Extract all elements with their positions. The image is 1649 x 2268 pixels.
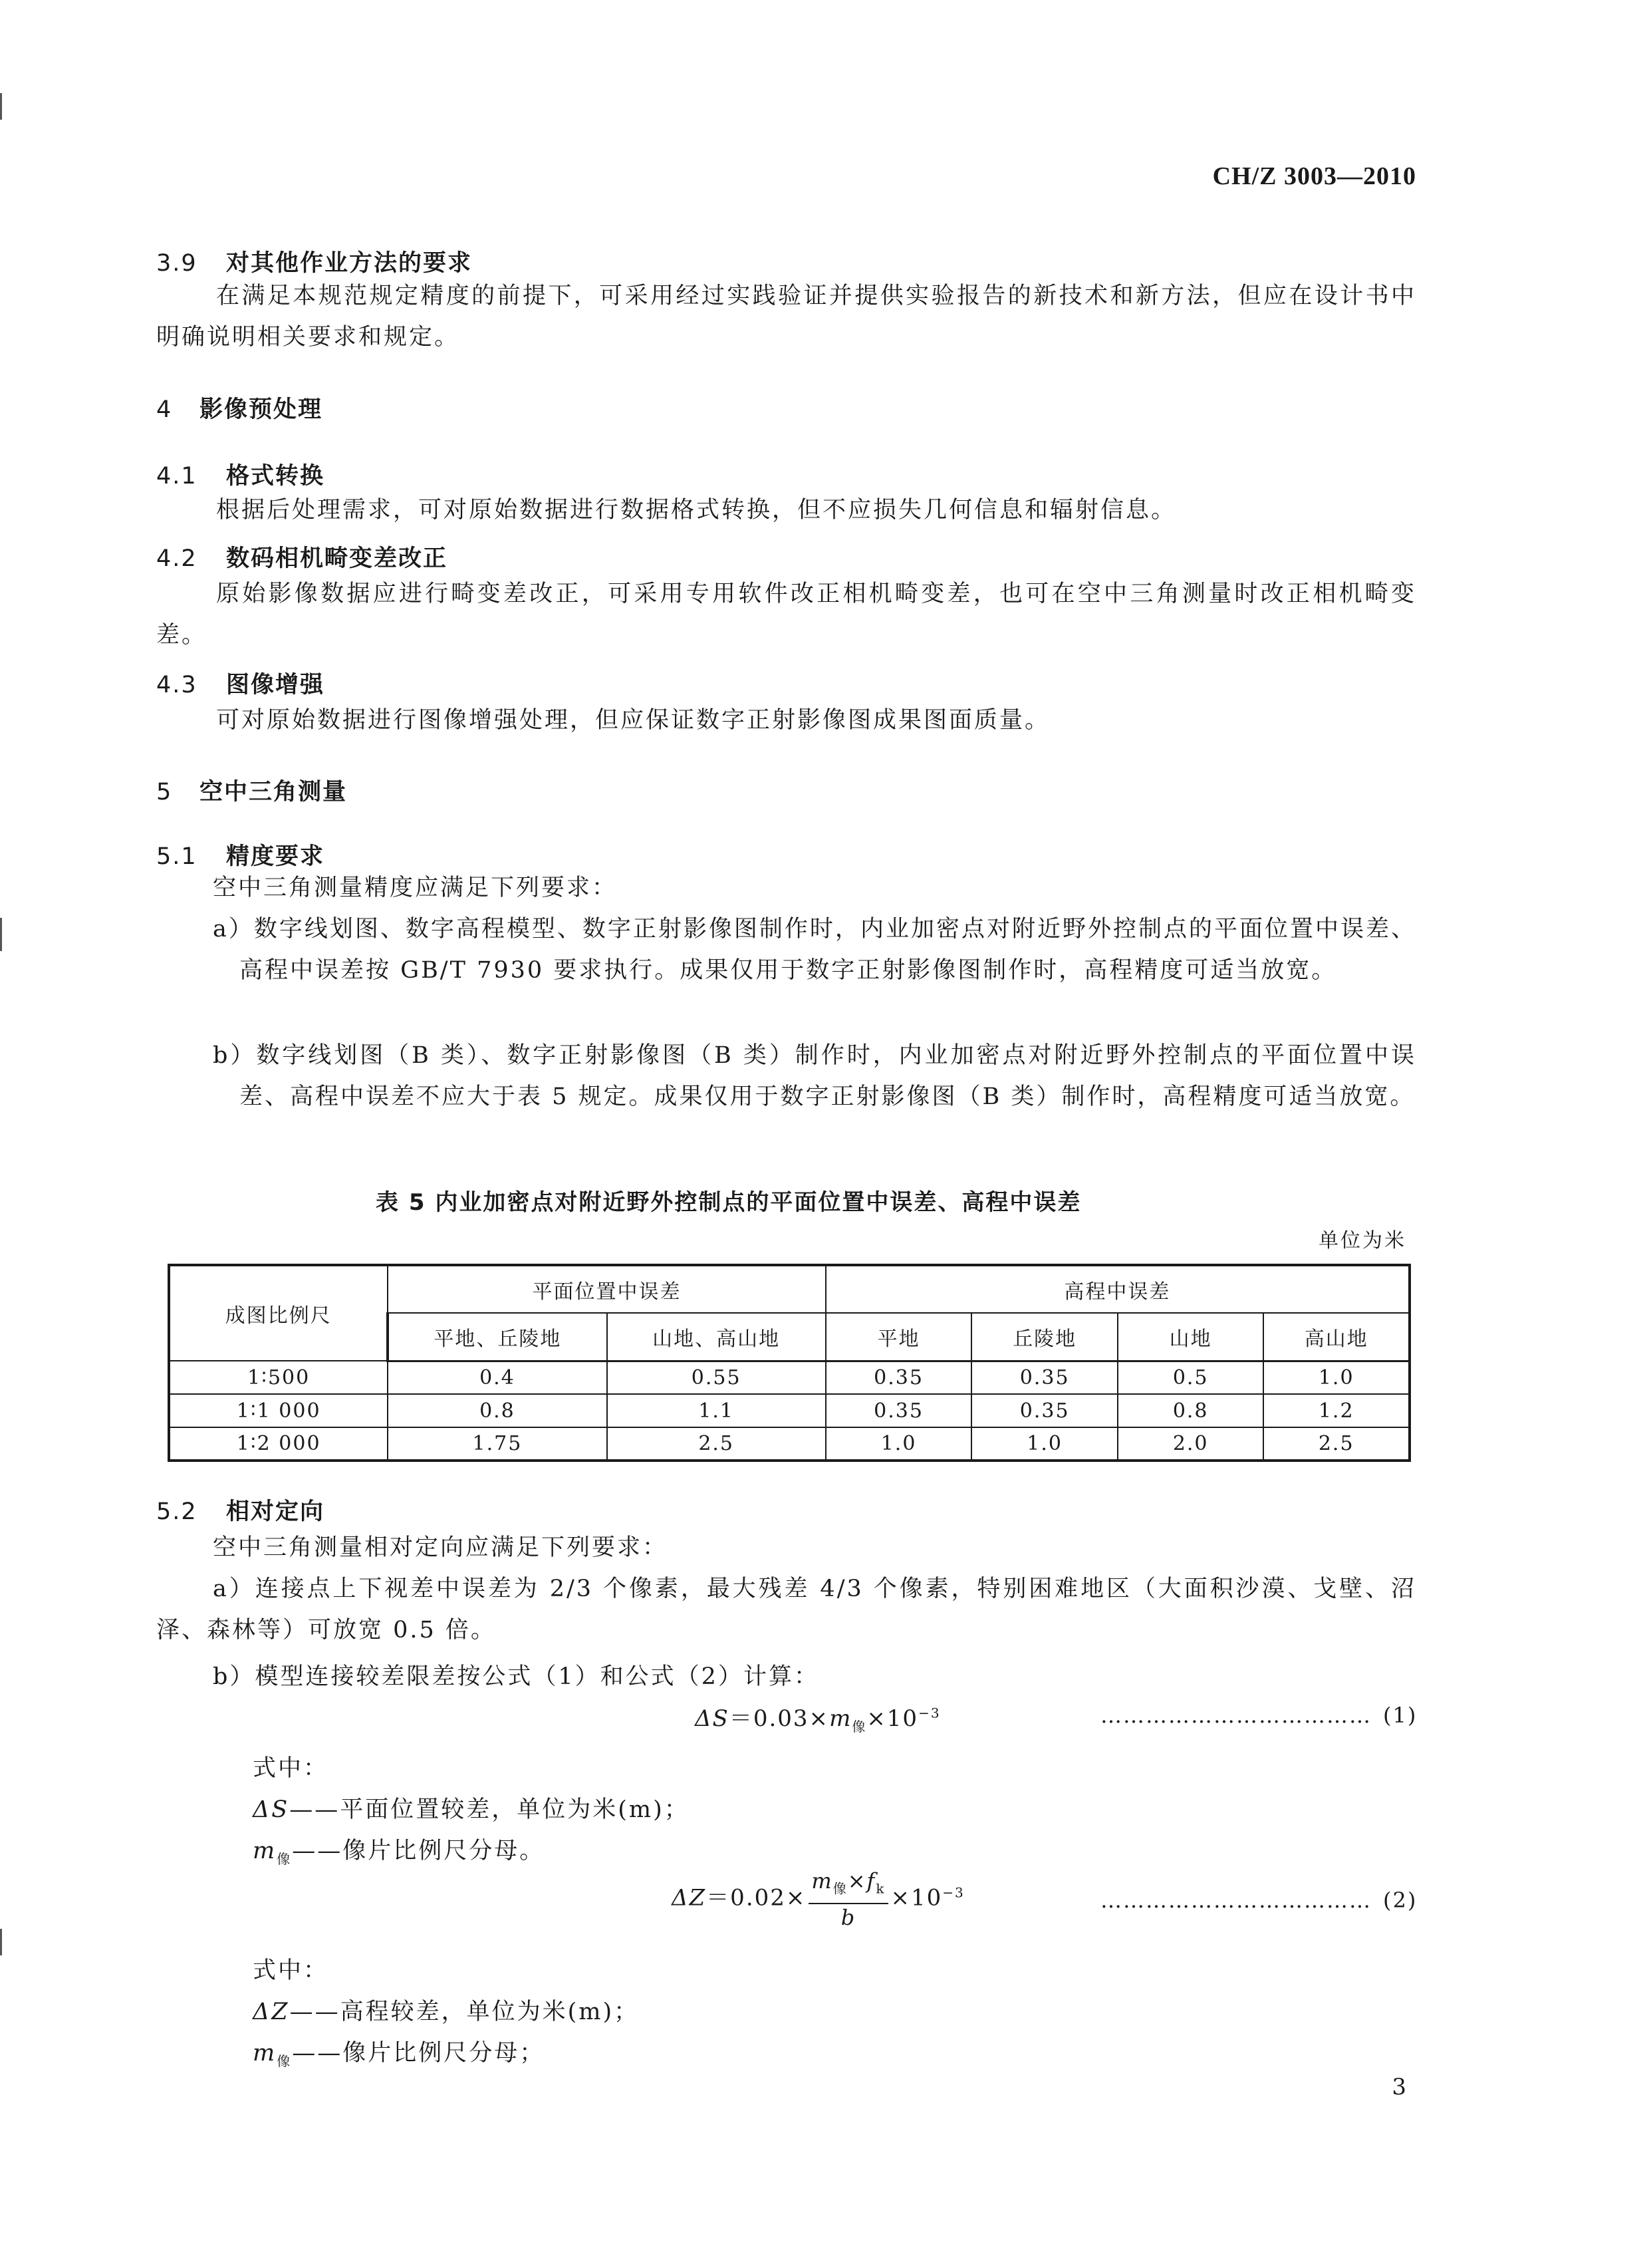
formula-2 [672, 1868, 965, 1931]
section-heading-4 [156, 391, 322, 424]
table-cell-scale: 1∶2 000 [169, 1427, 388, 1461]
section-heading-4-2 [156, 540, 447, 573]
table-cell: 0.35 [826, 1361, 972, 1394]
paragraph-4-1: 根据后处理需求，可对原始数据进行数据格式转换，但不应损失几何信息和辐射信息。 [216, 497, 1177, 523]
standard-code-header: CH/Z 3003—2010 [1212, 162, 1416, 190]
formula-symbol: ΔZ [253, 1999, 290, 2025]
list-item-5-1-a: a）数字线划图、数字高程模型、数字正射影像图制作时，内业加密点对附近野外控制点的平面位置中误差、高程中误差按 GB/T 7930 要求执行。成果仅用于数字正射影像图制作时，高程精度可适当放宽。 [213, 916, 1416, 984]
where-definition: ——像片比例尺分母。 [292, 1838, 545, 1864]
scan-mark [0, 93, 2, 120]
table-cell: 0.35 [971, 1361, 1118, 1394]
section-number: 4.1 [156, 463, 197, 490]
formula-text: ×10 [866, 1705, 919, 1732]
formula-symbol: m [829, 1705, 852, 1732]
section-title: 空中三角测量 [199, 779, 348, 805]
formula-symbol: ΔZ [672, 1884, 707, 1912]
formula-subscript: 像 [277, 1851, 293, 1867]
section-heading-5-2 [156, 1493, 324, 1526]
table-cell: 1.0 [1263, 1361, 1410, 1394]
section-number: 4.3 [156, 672, 197, 698]
formula-symbol: ΔS [695, 1705, 729, 1732]
table-row [169, 1427, 1410, 1461]
where-label-2: 式中： [253, 1957, 329, 1984]
section-title: 数码相机畸变差改正 [226, 545, 448, 572]
formula-exponent: −3 [942, 1884, 965, 1901]
where-2-line-2 [253, 2033, 545, 2082]
section-heading-4-3 [156, 666, 324, 700]
paragraph-3-9: 在满足本规范规定精度的前提下，可采用经过实践验证并提供实验报告的新技术和新方法，但应在设计书中明确说明相关要求和规定。 [156, 283, 1416, 351]
section-heading-5-1 [156, 838, 324, 871]
table-header-height-group: 高程中误差 [826, 1265, 1410, 1313]
section-heading-4-1 [156, 458, 324, 491]
table-cell: 0.8 [388, 1394, 606, 1427]
formula-symbol: ΔS [253, 1796, 290, 1823]
section-number: 5.2 [156, 1498, 197, 1525]
where-1-line-2 [253, 1830, 545, 1880]
section-number: 4 [156, 396, 173, 423]
table-cell: 1.0 [971, 1427, 1118, 1461]
table-cell: 1.1 [607, 1394, 826, 1427]
formula-1-number: (1) [1383, 1703, 1418, 1728]
table-cell-scale: 1∶500 [169, 1361, 388, 1394]
where-definition: ——平面位置较差，单位为米(m)； [289, 1796, 690, 1823]
fraction-denominator: b [840, 1905, 856, 1931]
section-title: 相对定向 [226, 1498, 325, 1525]
table-cell: 0.8 [1118, 1394, 1264, 1427]
table-cell: 0.35 [826, 1394, 972, 1427]
table-cell: 2.0 [1118, 1427, 1264, 1461]
formula-symbol: m [253, 1838, 277, 1864]
formula-text: × [847, 1868, 867, 1894]
table-header-scale: 成图比例尺 [169, 1265, 388, 1361]
formula-subscript: 像 [852, 1718, 867, 1735]
table-subheader: 高山地 [1263, 1313, 1410, 1361]
table-row [169, 1394, 1410, 1427]
table-cell: 2.5 [607, 1427, 826, 1461]
section-heading-3-9 [156, 245, 472, 278]
section-title: 对其他作业方法的要求 [226, 250, 473, 277]
table-subheader: 山地 [1118, 1313, 1264, 1361]
section-title: 精度要求 [226, 843, 325, 870]
formula-exponent: −3 [918, 1705, 941, 1721]
where-definition: ——像片比例尺分母； [292, 2040, 545, 2066]
table-caption: 表 5 内业加密点对附近野外控制点的平面位置中误差、高程中误差 [376, 1189, 1082, 1216]
formula-symbol: m [253, 2040, 277, 2066]
where-definition: ——高程较差，单位为米(m)； [289, 1999, 640, 2025]
where-1-line-1 [253, 1789, 690, 1830]
page-number: 3 [1392, 2074, 1406, 2100]
section-number: 5.1 [156, 843, 197, 870]
table-subheader: 丘陵地 [971, 1313, 1118, 1361]
formula-text: ＝0.02× [706, 1884, 807, 1912]
table-cell: 0.5 [1118, 1361, 1264, 1394]
formula-fraction [809, 1868, 888, 1931]
formula-symbol: m [811, 1868, 833, 1894]
section-title: 影像预处理 [199, 396, 323, 423]
formula-1 [695, 1700, 941, 1735]
table-cell: 0.4 [388, 1361, 606, 1394]
where-2-line-1 [253, 1991, 639, 2033]
table-cell: 0.35 [971, 1394, 1118, 1427]
section-number: 4.2 [156, 545, 197, 572]
formula-text: ×10 [890, 1884, 943, 1912]
table-5 [168, 1264, 1411, 1462]
scan-mark [0, 1929, 2, 1955]
formula-subscript: 像 [277, 2053, 293, 2069]
section-heading-5 [156, 774, 347, 807]
list-item-5-2-a: a）连接点上下视差中误差为 2/3 个像素，最大残差 4/3 个像素，特别困难地区（大面积沙漠、戈壁、沼泽、森林等）可放宽 0.5 倍。 [156, 1576, 1416, 1643]
section-title: 格式转换 [226, 463, 325, 490]
paragraph-5-2-intro: 空中三角测量相对定向应满足下列要求： [213, 1534, 668, 1561]
table-subheader: 山地、高山地 [607, 1313, 826, 1361]
formula-subscript: 像 [832, 1880, 848, 1897]
formula-symbol: f [866, 1868, 876, 1894]
table-cell: 1.0 [826, 1427, 972, 1461]
formula-2-leader: ……………………………… [1100, 1888, 1372, 1913]
list-item-5-1-b: b）数字线划图（B 类）、数字正射影像图（B 类）制作时，内业加密点对附近野外控制点的平面位置中误差、高程中误差不应大于表 5 规定。成果仅用于数字正射影像图（B 类）制作时，高程精度可适当放宽。 [213, 1042, 1416, 1110]
table-row [169, 1361, 1410, 1394]
list-item-5-2-b: b）模型连接较差限差按公式（1）和公式（2）计算： [213, 1663, 819, 1690]
paragraph-4-2: 原始影像数据应进行畸变差改正，可采用专用软件改正相机畸变差，也可在空中三角测量时改正相机畸变差。 [156, 581, 1416, 648]
paragraph-4-3: 可对原始数据进行图像增强处理，但应保证数字正射影像图成果图面质量。 [216, 707, 1051, 734]
fraction-numerator [809, 1868, 888, 1904]
section-number: 5 [156, 779, 173, 805]
table-cell-scale: 1∶1 000 [169, 1394, 388, 1427]
table-header-plane-group: 平面位置中误差 [388, 1265, 826, 1313]
paragraph-5-1-intro: 空中三角测量精度应满足下列要求： [213, 875, 618, 901]
table-subheader: 平地、丘陵地 [388, 1313, 606, 1361]
scan-mark [0, 918, 2, 951]
table-cell: 0.55 [607, 1361, 826, 1394]
formula-2-number: (2) [1383, 1888, 1418, 1913]
table-cell: 1.2 [1263, 1394, 1410, 1427]
table-cell: 2.5 [1263, 1427, 1410, 1461]
formula-1-leader: ……………………………… [1100, 1703, 1372, 1728]
section-title: 图像增强 [226, 672, 325, 698]
table-cell: 1.75 [388, 1427, 606, 1461]
table-subheader: 平地 [826, 1313, 972, 1361]
table-unit: 单位为米 [1319, 1229, 1406, 1252]
formula-subscript: k [876, 1880, 886, 1897]
where-label-1: 式中： [253, 1755, 329, 1782]
section-number: 3.9 [156, 250, 197, 277]
formula-text: ＝0.03× [729, 1705, 830, 1732]
